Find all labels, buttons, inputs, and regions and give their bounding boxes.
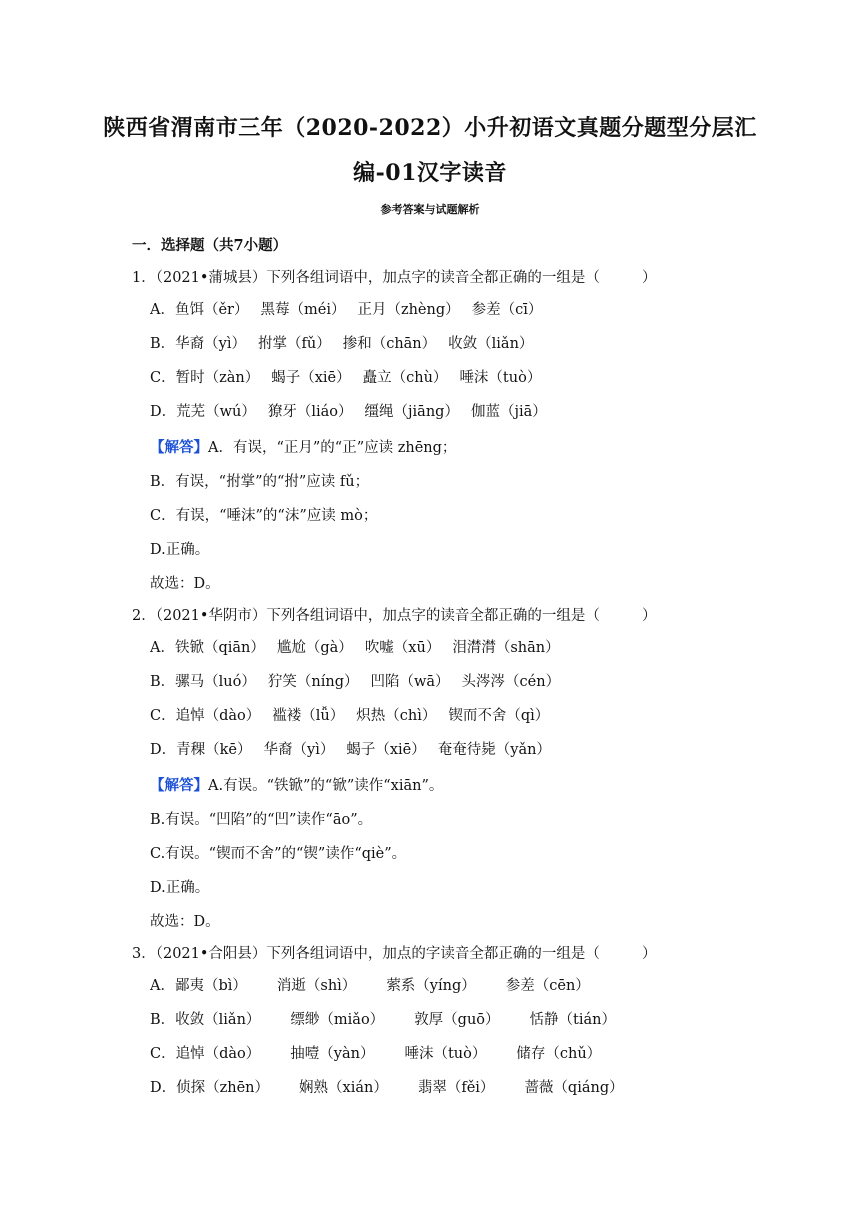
question-1-answer-line: D.正确。 — [150, 542, 210, 558]
section-heading: 一．选择题（共7小题） — [132, 237, 288, 254]
question-3-stem-text: 3．（2021•合阳县）下列各组词语中，加点的字读音全都正确的一组是（ — [132, 946, 600, 962]
option-word: 华裔（yì） — [263, 742, 335, 758]
question-2-close-paren: ） — [641, 608, 657, 624]
question-1-option-a — [150, 300, 542, 320]
option-word: 消逝（shì） — [276, 978, 357, 994]
document-title-line-2: 编-01汉字读音 — [353, 160, 507, 186]
option-word: 头涔涔（cén） — [461, 674, 561, 690]
question-2-answer-line: B.有误。“凹陷”的“凹”读作“āo”。 — [150, 812, 373, 828]
question-1-answer-line: B．有误，“拊掌”的“拊”应读 fǔ； — [150, 474, 370, 490]
question-1-answer-line: C．有误，“唾沫”的“沫”应读 mò； — [150, 508, 378, 524]
question-3-stem — [132, 944, 656, 964]
option-word: 蝎子（xiē） — [346, 742, 426, 758]
option-word: B．收敛（liǎn） — [150, 1012, 261, 1028]
option-word: 收敛（liǎn） — [448, 336, 534, 352]
option-word: 娴熟（xián） — [299, 1080, 388, 1096]
option-word: 吹嘘（xū） — [364, 640, 441, 656]
option-word: 凹陷（wā） — [370, 674, 450, 690]
question-2-option-c — [150, 706, 549, 726]
option-word: D．荒芜（wú） — [150, 404, 256, 420]
question-1-close-paren: ） — [641, 270, 657, 286]
option-word: 尴尬（gà） — [276, 640, 353, 656]
option-word: 缥缈（miǎo） — [290, 1012, 385, 1028]
option-word: 狞笑（níng） — [267, 674, 359, 690]
document-title-line-1: 陕西省渭南市三年（2020-2022）小升初语文真题分题型分层汇 — [103, 115, 757, 141]
question-2-answer-line: C.有误。“锲而不舍”的“锲”读作“qiè”。 — [150, 846, 407, 862]
option-word: 抽噎（yàn） — [290, 1046, 375, 1062]
option-word: 缰绳（jiāng） — [364, 404, 459, 420]
option-word: D．侦探（zhēn） — [150, 1080, 270, 1096]
question-1-option-b — [150, 334, 533, 354]
option-word: 储存（chǔ） — [516, 1046, 602, 1062]
question-1-stem-text: 1．（2021•蒲城县）下列各组词语中，加点字的读音全都正确的一组是（ — [132, 270, 600, 286]
question-3-option-b — [150, 1010, 616, 1030]
option-word: C．暂时（zàn） — [150, 370, 260, 386]
option-word: 矗立（chù） — [362, 370, 448, 386]
option-word: A．鄙夷（bì） — [150, 978, 247, 994]
question-2-answer-line: 故选：D。 — [150, 914, 220, 930]
option-word: 炽热（chì） — [356, 708, 437, 724]
question-1-option-d — [150, 402, 547, 422]
option-word: 黑莓（méi） — [260, 302, 346, 318]
option-word: C．追悼（dào） — [150, 1046, 261, 1062]
option-word: 萦系（yíng） — [386, 978, 476, 994]
option-word: 参差（cī） — [471, 302, 543, 318]
question-2-option-b — [150, 672, 560, 692]
option-word: 褴褛（lǚ） — [272, 708, 345, 724]
option-word: B．华裔（yì） — [150, 336, 246, 352]
answer-tag: 【解答】 — [150, 439, 208, 456]
option-word: 唾沫（tuò） — [404, 1046, 487, 1062]
answer-text: A.有误。“铁锨”的“锨”读作“xiān”。 — [208, 778, 444, 794]
question-2-option-d — [150, 740, 551, 760]
question-3-option-a — [150, 976, 590, 996]
option-word: 獠牙（liáo） — [267, 404, 353, 420]
answer-text: A．有误，“正月”的“正”应读 zhēng； — [208, 440, 457, 456]
option-word: D．青稞（kē） — [150, 742, 252, 758]
question-3-option-d — [150, 1078, 624, 1098]
option-word: 蔷薇（qiáng） — [524, 1080, 624, 1096]
option-word: 锲而不舍（qì） — [448, 708, 550, 724]
option-word: A．铁锨（qiān） — [150, 640, 265, 656]
option-word: 拊掌（fǔ） — [257, 336, 331, 352]
question-2-answer-line: D.正确。 — [150, 880, 210, 896]
question-2-option-a — [150, 638, 560, 658]
option-word: 正月（zhèng） — [357, 302, 460, 318]
question-1-option-c — [150, 368, 541, 388]
question-3-option-c — [150, 1044, 601, 1064]
option-word: C．追悼（dào） — [150, 708, 261, 724]
question-2-stem-text: 2．（2021•华阴市）下列各组词语中，加点字的读音全都正确的一组是（ — [132, 608, 600, 624]
option-word: 奄奄待毙（yǎn） — [437, 742, 551, 758]
question-2-stem — [132, 606, 656, 626]
option-word: 唾沫（tuò） — [459, 370, 542, 386]
option-word: 恬静（tián） — [529, 1012, 616, 1028]
option-word: 泪潸潸（shān） — [452, 640, 560, 656]
question-1-stem — [132, 268, 656, 288]
answer-tag: 【解答】 — [150, 777, 208, 794]
option-word: 参差（cēn） — [505, 978, 590, 994]
question-2-answer — [150, 776, 443, 796]
question-1-answer-line: 故选：D。 — [150, 576, 220, 592]
option-word: 翡翠（fěi） — [417, 1080, 495, 1096]
document-subtitle: 参考答案与试题解析 — [380, 203, 480, 216]
option-word: B．骡马（luó） — [150, 674, 256, 690]
option-word: 敦厚（guō） — [414, 1012, 500, 1028]
option-word: 掺和（chān） — [342, 336, 437, 352]
question-1-answer — [150, 438, 456, 458]
question-3-close-paren: ） — [641, 946, 657, 962]
option-word: 伽蓝（jiā） — [470, 404, 547, 420]
option-word: A．鱼饵（ěr） — [150, 302, 249, 318]
option-word: 蝎子（xiē） — [271, 370, 351, 386]
